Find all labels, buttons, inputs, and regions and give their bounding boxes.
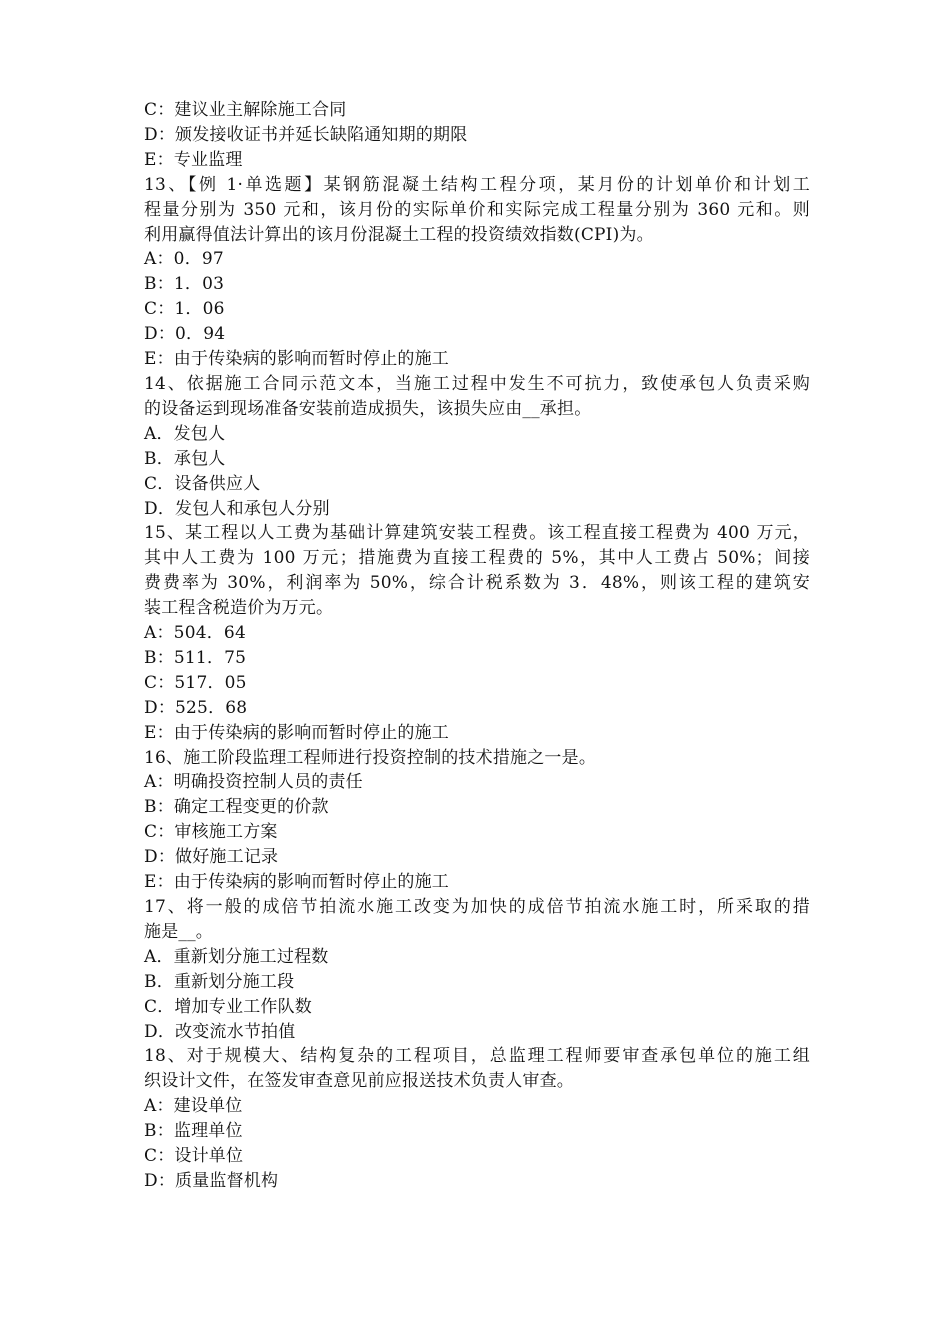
answer-option-line: E：专业监理 [144, 149, 243, 170]
question-text-line: 利用赢得值法计算出的该月份混凝土工程的投资绩效指数(CPI)为。 [144, 224, 654, 245]
answer-option-line: D．改变流水节拍值 [144, 1021, 296, 1042]
answer-option-line: C．设备供应人 [144, 473, 261, 494]
answer-option-line: B：1．03 [144, 274, 225, 295]
answer-option-line: E：由于传染病的影响而暂时停止的施工 [144, 722, 450, 743]
answer-option-line: A：504．64 [144, 623, 246, 644]
question-text-line: 13、【例 1·单选题】某钢筋混凝土结构工程分项，某月份的计划单价和计划工 [144, 174, 810, 195]
question-text-line: 的设备运到现场准备安装前造成损失，该损失应由__承担。 [144, 398, 592, 419]
answer-option-line: E：由于传染病的影响而暂时停止的施工 [144, 349, 450, 370]
answer-option-line: B．承包人 [144, 448, 226, 469]
answer-option-line: C：1．06 [144, 299, 225, 320]
answer-option-line: C：审核施工方案 [144, 822, 278, 843]
answer-option-line: C：517．05 [144, 672, 247, 693]
answer-option-line: A：0．97 [144, 249, 224, 270]
answer-option-line: D：0．94 [144, 324, 226, 345]
question-text-line: 18、对于规模大、结构复杂的工程项目，总监理工程师要审查承包单位的施工组 [144, 1046, 810, 1067]
answer-option-line: B：监理单位 [144, 1121, 243, 1142]
answer-option-line: D：做好施工记录 [144, 847, 279, 868]
answer-option-line: C．增加专业工作队数 [144, 996, 313, 1017]
answer-option-line: D：质量监督机构 [144, 1170, 279, 1191]
answer-option-line: E：由于传染病的影响而暂时停止的施工 [144, 872, 450, 893]
answer-option-line: B：511．75 [144, 647, 247, 668]
question-text-line: 其中人工费为 100 万元；措施费为直接工程费的 5%，其中人工费占 50%；间接 [144, 548, 810, 569]
answer-option-line: B：确定工程变更的价款 [144, 797, 329, 818]
answer-option-line: A：明确投资控制人员的责任 [144, 772, 363, 793]
question-text-line: 织设计文件，在签发审查意见前应报送技术负责人审查。 [144, 1071, 574, 1092]
answer-option-line: D：颁发接收证书并延长缺陷通知期的期限 [144, 124, 468, 145]
question-text-line: 16、施工阶段监理工程师进行投资控制的技术措施之一是。 [144, 747, 597, 768]
answer-option-line: D：525．68 [144, 697, 248, 718]
answer-option-line: A．重新划分施工过程数 [144, 946, 329, 967]
question-text-line: 14、依据施工合同示范文本，当施工过程中发生不可抗力，致使承包人负责采购 [144, 373, 810, 394]
answer-option-line: A：建设单位 [144, 1096, 243, 1117]
question-text-line: 费费率为 30%，利润率为 50%，综合计税系数为 3．48%，则该工程的建筑安 [144, 573, 810, 594]
answer-option-line: A．发包人 [144, 423, 226, 444]
answer-option-line: C：设计单位 [144, 1146, 244, 1167]
question-text-line: 程量分别为 350 元和，该月份的实际单价和实际完成工程量分别为 360 元和。则 [144, 199, 810, 220]
question-text-line: 施是__。 [144, 921, 213, 942]
question-text-line: 17、将一般的成倍节拍流水施工改变为加快的成倍节拍流水施工时，所采取的措 [144, 897, 810, 917]
answer-option-line: C：建议业主解除施工合同 [144, 100, 347, 120]
answer-option-line: B．重新划分施工段 [144, 971, 295, 992]
answer-option-line: D．发包人和承包人分别 [144, 498, 330, 519]
document-page [144, 98, 810, 1194]
question-text-line: 装工程含税造价为万元。 [144, 598, 334, 619]
question-text-line: 15、某工程以人工费为基础计算建筑安装工程费。该工程直接工程费为 400 万元， [144, 523, 810, 544]
